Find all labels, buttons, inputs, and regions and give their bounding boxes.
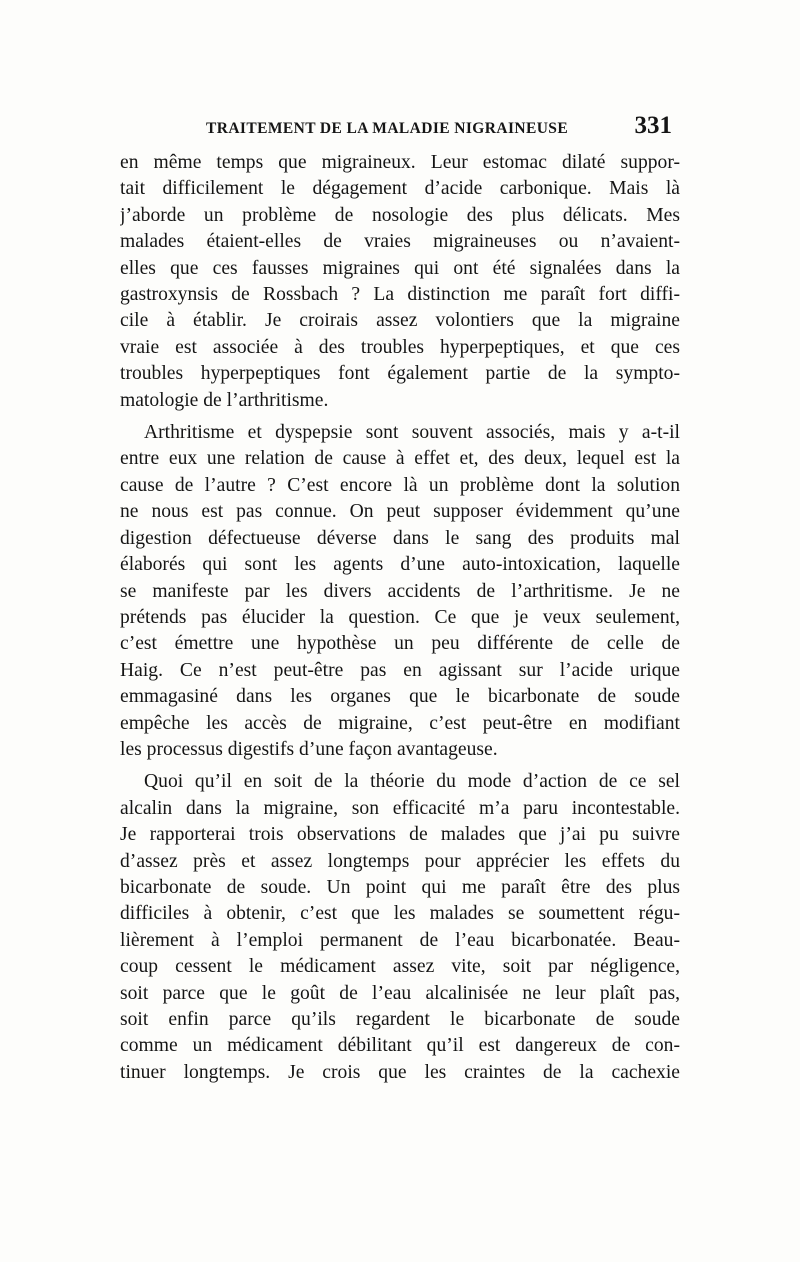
text-line: j’aborde un problème de nosologie des plus délicats. Mes <box>120 204 680 226</box>
text-line: matologie de l’arthritisme. <box>120 389 329 411</box>
text-line: comme un médicament débilitant qu’il est dangereux de con- <box>120 1035 680 1057</box>
text-line: bicarbonate de soude. Un point qui me paraît être des plus <box>120 876 680 898</box>
text-line: digestion défectueuse déverse dans le sang des produits mal <box>120 527 680 549</box>
text-line: difficiles à obtenir, c’est que les malades se soumettent régu- <box>120 903 680 925</box>
text-line: Quoi qu’il en soit de la théorie du mode d’action de ce sel <box>144 771 680 793</box>
text-line: troubles hyperpeptiques font également partie de la sympto- <box>120 363 680 385</box>
paragraph-2 <box>120 420 680 763</box>
paragraph-3 <box>120 769 680 1086</box>
text-line: elles que ces fausses migraines qui ont été signalées dans la <box>120 257 680 279</box>
text-line: vraie est associée à des troubles hyperpeptiques, et que ces <box>120 336 680 358</box>
text-line: prétends pas élucider la question. Ce que je veux seulement, <box>120 606 680 628</box>
text-line: soit enfin parce qu’ils regardent le bicarbonate de soude <box>120 1009 680 1030</box>
text-line: emmagasiné dans les organes que le bicarbonate de soude <box>120 686 680 708</box>
text-line: alcalin dans la migraine, son efficacité m’a paru incontestable. <box>120 797 680 819</box>
text-line: tinuer longtemps. Je crois que les craintes de la cachexie <box>120 1061 680 1083</box>
text-line: se manifeste par les divers accidents de l’arthritisme. Je ne <box>120 580 680 602</box>
text-line: d’assez près et assez longtemps pour apprécier les effets du <box>120 850 680 872</box>
text-line: soit parce que le goût de l’eau alcalinisée ne leur plaît pas, <box>120 982 680 1004</box>
page-number: 331 <box>634 112 672 139</box>
paragraph-1 <box>120 150 680 414</box>
text-line: ne nous est pas connue. On peut supposer évidemment qu’une <box>120 501 680 523</box>
text-line: en même temps que migraineux. Leur estomac dilaté suppor- <box>120 152 680 173</box>
running-title: TRAITEMENT DE LA MALADIE NIGRAINEUSE <box>206 120 569 137</box>
text-line: Arthritisme et dyspepsie sont souvent associés, mais y a-t-il <box>144 422 680 444</box>
text-line: Haig. Ce n’est peut-être pas en agissant sur l’acide urique <box>120 659 680 681</box>
body-text <box>120 150 680 1086</box>
text-line: cile à établir. Je croirais assez volontiers que la migraine <box>120 310 680 332</box>
text-line: malades étaient-elles de vraies migraineuses ou n’avaient- <box>120 231 680 253</box>
text-line: tait difficilement le dégagement d’acide carbonique. Mais là <box>120 178 680 200</box>
text-line: cause de l’autre ? C’est encore là un problème dont la solution <box>120 474 680 496</box>
running-head <box>120 110 680 146</box>
text-line: élaborés qui sont les agents d’une auto-intoxication, laquelle <box>120 554 680 576</box>
text-line: coup cessent le médicament assez vite, soit par négligence, <box>120 956 680 978</box>
text-line: empêche les accès de migraine, c’est peut-être en modifiant <box>120 712 680 734</box>
text-line: entre eux une relation de cause à effet et, des deux, lequel est la <box>120 448 680 470</box>
text-line: les processus digestifs d’une façon avantageuse. <box>120 738 498 760</box>
text-line: lièrement à l’emploi permanent de l’eau bicarbonatée. Beau- <box>120 929 680 951</box>
text-line: gastroxynsis de Rossbach ? La distinction me paraît fort diffi- <box>120 284 680 306</box>
text-line: Je rapporterai trois observations de malades que j’ai pu suivre <box>120 824 680 846</box>
text-line: c’est émettre une hypothèse un peu différente de celle de <box>120 633 680 655</box>
